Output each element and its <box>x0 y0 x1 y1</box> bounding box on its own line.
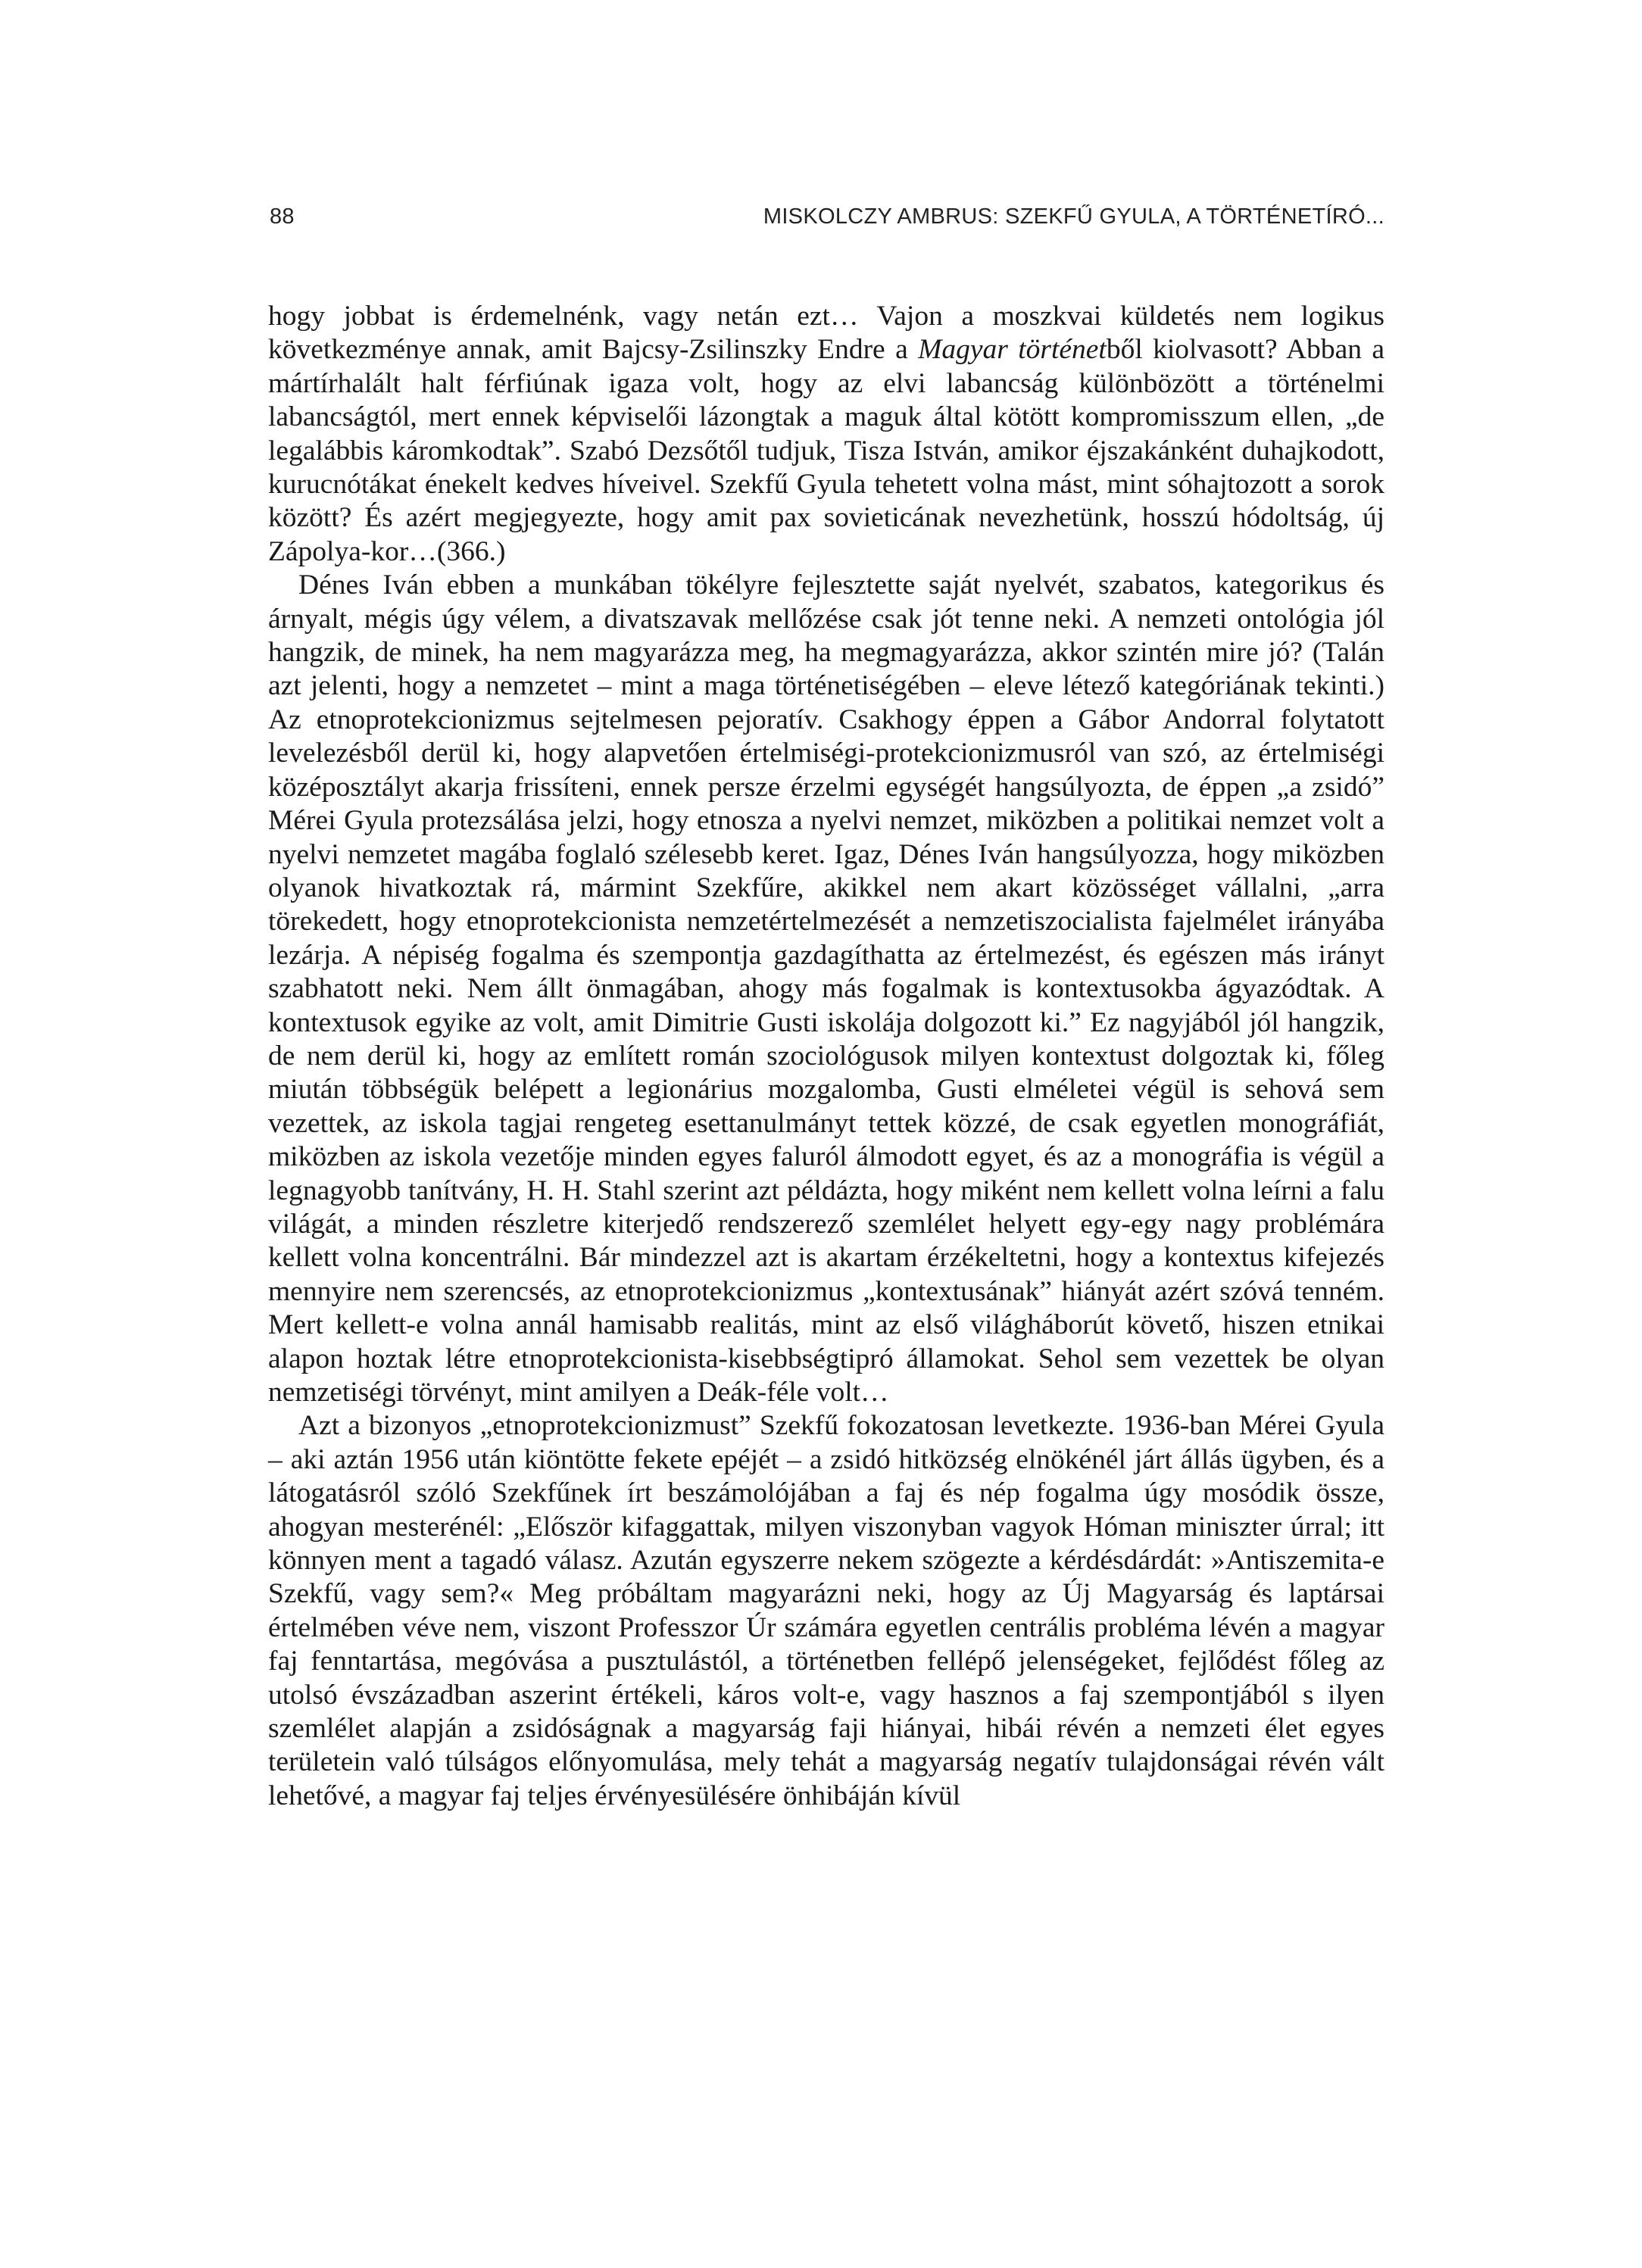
running-title: MISKOLCZY AMBRUS: SZEKFŰ GYULA, A TÖRTÉNETÍRÓ... <box>763 204 1384 229</box>
paragraph-1-text-b: ből kiolvasott? Abban a mártírhalált halt férfiúnak igaza volt, hogy az elvi labancság különbözött a történelmi labancságtól, mert ennek képviselői lázongtak a maguk által kötött kompromisszum ellen, „de legalábbis káromkodtak”. Szabó Dezsőtől tudjuk, Tisza István, amikor éjszakánként duhajkodott, kurucnótákat énekelt kedves híveivel. Szekfű Gyula tehetett volna mást, mint sóhajtozott a sorok között? És azért megjegyezte, hogy amit pax sovieticának nevezhetünk, hosszú hódoltság, új Zápolya-kor…(366.) <box>268 334 1384 567</box>
paragraph-1 <box>268 300 1384 569</box>
book-title-italic: Magyar történet <box>918 334 1107 366</box>
body-text <box>268 300 1384 1813</box>
paragraph-1-text-a: hogy jobbat is érdemelnénk, vagy netán ezt… Vajon a moszkvai küldetés nem logikus következménye annak, amit Bajcsy-Zsilinszky Endre a <box>268 301 1384 366</box>
paragraph-3: Azt a bizonyos „etnoprotekcionizmust” Szekfű fokozatosan levetkezte. 1936-ban Mérei Gyula – aki aztán 1956 után kiöntötte fekete epéjét – a zsidó hitközség elnökénél járt állás ügyben, és a látogatásról szóló Szekfűnek írt beszámolójában a faj és nép fogalma úgy mosódik össze, ahogyan mesterénél: „Először kifaggattak, milyen viszonyban vagyok Hóman miniszter úrral; itt könnyen ment a tagadó válasz. Azután egyszerre nekem szögezte a kérdésdárdát: »Antiszemita-e Szekfű, vagy sem?« Meg próbáltam magyarázni neki, hogy az Új Magyarság és laptársai értelmében véve nem, viszont Professzor Úr számára egyetlen centrális probléma lévén a magyar faj fenntartása, megóvása a pusztulástól, a történetben fellépő jelenségeket, fejlődést főleg az utolsó évszázadban aszerint értékeli, káros volt-e, vagy hasznos a faj szempontjából s ilyen szemlélet alapján a zsidóságnak a magyarság faji hiányai, hibái révén a nemzeti élet egyes területein való túlságos előnyomulása, mely tehát a magyarság negatív tulajdonságai révén vált lehetővé, a magyar faj teljes érvényesülésére önhibáján kívül <box>268 1410 1384 1811</box>
page-number: 88 <box>270 204 295 229</box>
paragraph-2: Dénes Iván ebben a munkában tökélyre fejlesztette saját nyelvét, szabatos, kategorikus és árnyalt, mégis úgy vélem, a divatszavak mellőzése csak jót tenne neki. A nemzeti ontológia jól hangzik, de minek, ha nem magyarázza meg, ha megmagyarázza, akkor szintén mire jó? (Talán azt jelenti, hogy a nemzetet – mint a maga történetiségében – eleve létező kategóriának tekinti.) Az etnoprotekcionizmus sejtelmesen pejoratív. Csakhogy éppen a Gábor Andorral folytatott levelezésből derül ki, hogy alapvetően értelmiségi-protekcionizmusról van szó, az értelmiségi középosztályt akarja frissíteni, ennek persze érzelmi egységét hangsúlyozta, de éppen „a zsidó” Mérei Gyula protezsálása jelzi, hogy etnosza a nyelvi nemzet, miközben a politikai nemzet volt a nyelvi nemzetet magába foglaló szélesebb keret. Igaz, Dénes Iván hangsúlyozza, hogy miközben olyanok hivatkoztak rá, mármint Szekfűre, akikkel nem akart közösséget vállalni, „arra törekedett, hogy etnoprotekcionista nemzetértelmezését a nemzetiszocialista fajelmélet irányába lezárja. A népiség fogalma és szempontja gazdagíthatta az értelmezést, és egészen más irányt szabhatott neki. Nem állt önmagában, ahogy más fogalmak is kontextusokba ágyazódtak. A kontextusok egyike az volt, amit Dimitrie Gusti iskolája dolgozott ki.” Ez nagyjából jól hangzik, de nem derül ki, hogy az említett román szociológusok milyen kontextust dolgoztak ki, főleg miután többségük belépett a legionárius mozgalomba, Gusti elméletei végül is sehová sem vezettek, az iskola tagjai rengeteg esettanulmányt tettek közzé, de csak egyetlen monográfiát, miközben az iskola vezetője minden egyes faluról álmodott egyet, és az a monográfia is végül a legnagyobb tanítvány, H. H. Stahl szerint azt példázta, hogy miként nem kellett volna leírni a falu világát, a minden részletre kiterjedő rendszerező szemlélet helyett egy-egy nagy problémára kellett volna koncentrálni. Bár mindezzel azt is akartam érzékeltetni, hogy a kontextus kifejezés mennyire nem szerencsés, az etnoprotekcionizmus „kontextusának” hiányát azért szóvá tenném. Mert kellett-e volna annál hamisabb realitás, mint az első világháborút követő, hiszen etnikai alapon hoztak létre etnoprotekcionista-kisebbségtipró államokat. Sehol sem vezettek be olyan nemzetiségi törvényt, mint amilyen a Deák-féle volt… <box>268 569 1384 1408</box>
running-head <box>270 204 1384 235</box>
